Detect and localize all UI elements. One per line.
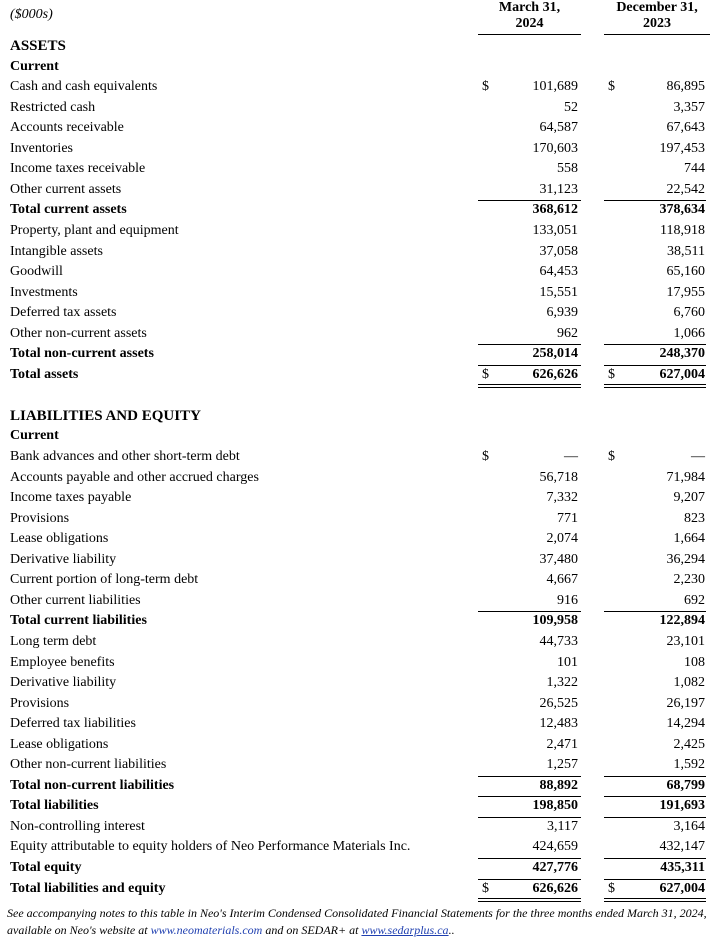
value-march-2024: 170,603 xyxy=(532,140,578,156)
value-december-2023: 9,207 xyxy=(673,490,705,506)
neomaterials-link[interactable]: www.neomaterials.com xyxy=(150,923,263,937)
double-underline-rule xyxy=(604,898,706,902)
row-label: Derivative liability xyxy=(10,551,117,567)
value-march-2024: 558 xyxy=(557,161,578,177)
row-label: Other non-current liabilities xyxy=(10,757,167,773)
value-march-2024: 626,626 xyxy=(532,880,578,896)
value-december-2023: 17,955 xyxy=(666,284,705,300)
dollar-sign: $ xyxy=(608,449,615,464)
value-march-2024: 2,074 xyxy=(546,531,578,547)
value-march-2024: 56,718 xyxy=(539,469,578,485)
table-row xyxy=(0,591,714,611)
row-label: Total non-current assets xyxy=(10,346,154,362)
value-december-2023: 23,101 xyxy=(666,633,705,649)
value-march-2024: 2,471 xyxy=(546,736,578,752)
table-row xyxy=(0,262,714,282)
rule-line xyxy=(478,796,581,797)
total-row xyxy=(0,879,714,899)
rule-line xyxy=(478,344,581,345)
row-label: Equity attributable to equity holders of Neo Performance Materials Inc. xyxy=(10,839,411,855)
rule-line xyxy=(604,200,706,201)
value-december-2023: 2,230 xyxy=(673,572,705,588)
row-label: Goodwill xyxy=(10,264,63,280)
total-row xyxy=(0,611,714,631)
dollar-sign: $ xyxy=(608,366,615,382)
table-row xyxy=(0,221,714,241)
value-december-2023: 3,357 xyxy=(673,99,705,115)
row-label: Provisions xyxy=(10,695,70,711)
subsection-heading xyxy=(0,57,714,77)
row-label: Derivative liability xyxy=(10,675,117,691)
row-label: Total equity xyxy=(10,860,82,875)
value-march-2024: 12,483 xyxy=(539,716,578,732)
row-label: Deferred tax assets xyxy=(10,305,117,321)
dollar-sign: $ xyxy=(608,79,615,95)
column-header-line2: 2023 xyxy=(643,16,671,31)
footnote-text: and on SEDAR+ at xyxy=(262,923,362,937)
value-march-2024: 44,733 xyxy=(539,633,578,649)
row-label: Investments xyxy=(10,284,78,300)
row-label: Accounts payable and other accrued charges xyxy=(10,469,259,485)
value-december-2023: 435,311 xyxy=(660,860,705,875)
value-march-2024: 427,776 xyxy=(532,860,578,875)
row-label: Current portion of long-term debt xyxy=(10,572,199,588)
value-march-2024: 1,257 xyxy=(546,757,578,773)
value-march-2024: 1,322 xyxy=(546,675,578,691)
total-row xyxy=(0,200,714,220)
table-row xyxy=(0,468,714,488)
row-label: Inventories xyxy=(10,140,73,156)
row-label: Other current assets xyxy=(10,181,122,197)
table-row xyxy=(0,447,714,467)
row-label: Accounts receivable xyxy=(10,120,124,136)
total-row xyxy=(0,365,714,385)
value-march-2024: 133,051 xyxy=(532,222,578,238)
value-december-2023: 36,294 xyxy=(666,551,705,567)
row-label: Lease obligations xyxy=(10,736,109,752)
row-label: Other current liabilities xyxy=(10,592,141,608)
rule-line xyxy=(478,817,581,818)
value-march-2024: 4,667 xyxy=(546,572,578,588)
value-march-2024: 37,058 xyxy=(539,243,578,259)
value-march-2024: 626,626 xyxy=(532,366,578,382)
table-row xyxy=(0,488,714,508)
value-december-2023: 38,511 xyxy=(667,243,705,259)
table-row xyxy=(0,283,714,303)
section-heading xyxy=(0,36,714,56)
row-label: Total non-current liabilities xyxy=(10,777,175,793)
value-december-2023: 3,164 xyxy=(673,818,705,834)
value-march-2024: 198,850 xyxy=(532,798,578,814)
column-header-line1: March 31, xyxy=(498,0,561,15)
value-march-2024: 3,117 xyxy=(547,818,578,834)
value-march-2024: 7,332 xyxy=(546,490,578,506)
double-underline-rule xyxy=(478,898,581,902)
value-march-2024: 258,014 xyxy=(532,346,578,362)
value-december-2023: 378,634 xyxy=(659,202,705,218)
row-label: Lease obligations xyxy=(10,531,109,547)
footnote-text: See accompanying notes to this table in Neo's Interim Condensed Consolidated Financial Statements for the three months ended March 31, 2024, available on Neo's website at xyxy=(7,906,707,937)
total-row xyxy=(0,858,714,878)
row-label: Total current liabilities xyxy=(10,613,147,629)
value-december-2023: 26,197 xyxy=(666,695,705,711)
table-row xyxy=(0,77,714,97)
dollar-sign: $ xyxy=(608,880,615,896)
row-label: Non-controlling interest xyxy=(10,818,145,834)
value-december-2023: 22,542 xyxy=(666,181,705,197)
value-march-2024: 109,958 xyxy=(532,613,578,629)
row-label: Other non-current assets xyxy=(10,325,147,341)
row-label: Income taxes receivable xyxy=(10,161,146,177)
value-december-2023: 627,004 xyxy=(659,366,705,382)
row-label: Income taxes payable xyxy=(10,490,132,506)
row-label: Property, plant and equipment xyxy=(10,222,179,238)
row-label: Long term debt xyxy=(10,633,97,649)
value-december-2023: 65,160 xyxy=(666,264,705,280)
rule-line xyxy=(604,796,706,797)
table-row xyxy=(0,303,714,323)
rule-line xyxy=(478,776,581,777)
value-december-2023: 118,918 xyxy=(660,222,705,238)
value-march-2024: 31,123 xyxy=(539,181,578,197)
value-december-2023: 1,664 xyxy=(673,531,705,547)
value-december-2023: 2,425 xyxy=(673,736,705,752)
value-march-2024: 101 xyxy=(557,654,578,670)
table-row xyxy=(0,837,714,857)
rule-line xyxy=(478,200,581,201)
value-march-2024: 916 xyxy=(557,592,578,608)
row-label: Cash and cash equivalents xyxy=(10,79,158,95)
footnote xyxy=(7,905,711,939)
row-label: Intangible assets xyxy=(10,243,103,259)
rule-line xyxy=(604,879,706,880)
value-december-2023: 432,147 xyxy=(659,839,705,855)
value-march-2024: 64,587 xyxy=(539,120,578,136)
value-december-2023: 71,984 xyxy=(666,469,705,485)
dollar-sign: $ xyxy=(482,366,489,382)
value-march-2024: 37,480 xyxy=(539,551,578,567)
rule-line xyxy=(604,344,706,345)
rule-line xyxy=(604,817,706,818)
sedarplus-link[interactable]: www.sedarplus.ca xyxy=(361,923,449,937)
units-label: ($000s) xyxy=(10,7,53,22)
rule-line xyxy=(478,365,581,366)
table-row xyxy=(0,755,714,775)
rule-line xyxy=(604,858,706,859)
value-december-2023: 248,370 xyxy=(659,346,705,362)
table-row xyxy=(0,673,714,693)
row-label: ASSETS xyxy=(10,38,66,54)
rule-line xyxy=(604,611,706,612)
value-december-2023: 122,894 xyxy=(659,613,705,629)
total-row xyxy=(0,776,714,796)
value-march-2024: 6,939 xyxy=(546,305,578,321)
table-row xyxy=(0,98,714,118)
column-header-rule xyxy=(604,34,710,35)
table-row xyxy=(0,139,714,159)
value-december-2023: 6,760 xyxy=(673,305,705,321)
value-march-2024: 962 xyxy=(557,325,578,341)
table-row xyxy=(0,653,714,673)
value-december-2023: 1,592 xyxy=(673,757,705,773)
table-row xyxy=(0,180,714,200)
row-label: Total assets xyxy=(10,366,79,382)
dollar-sign: $ xyxy=(482,880,489,896)
value-december-2023: 744 xyxy=(684,161,705,177)
value-december-2023: 108 xyxy=(684,654,705,670)
spacer-row xyxy=(0,385,714,405)
value-march-2024: 64,453 xyxy=(539,264,578,280)
column-header-line2: 2024 xyxy=(515,16,544,31)
value-december-2023: 14,294 xyxy=(666,716,705,732)
table-row xyxy=(0,714,714,734)
value-december-2023: 823 xyxy=(684,510,705,526)
value-december-2023: 692 xyxy=(684,592,705,608)
value-march-2024: 368,612 xyxy=(532,202,578,218)
row-label: LIABILITIES AND EQUITY xyxy=(10,407,201,424)
value-december-2023: 86,895 xyxy=(666,79,705,95)
rule-line xyxy=(478,879,581,880)
value-december-2023: 627,004 xyxy=(659,880,705,896)
table-row xyxy=(0,242,714,262)
table-row xyxy=(0,817,714,837)
table-row xyxy=(0,118,714,138)
subsection-heading xyxy=(0,426,714,446)
value-march-2024: 15,551 xyxy=(539,284,578,300)
table-row xyxy=(0,632,714,652)
value-december-2023: 1,082 xyxy=(673,675,705,691)
value-march-2024: 88,892 xyxy=(539,777,578,793)
column-header-march-2024 xyxy=(478,0,581,35)
table-row xyxy=(0,550,714,570)
footnote-text: .. xyxy=(448,923,455,937)
column-header-december-2023 xyxy=(604,0,710,35)
table-row xyxy=(0,529,714,549)
value-december-2023: 68,799 xyxy=(666,777,705,793)
row-label: Current xyxy=(10,58,59,74)
row-label: Restricted cash xyxy=(10,99,96,115)
section-heading xyxy=(0,406,714,426)
row-label: Deferred tax liabilities xyxy=(10,716,136,732)
column-header-rule xyxy=(478,34,581,35)
rule-line xyxy=(604,776,706,777)
column-header-line1: December 31, xyxy=(616,0,698,15)
dollar-sign: $ xyxy=(482,449,489,464)
value-december-2023: — xyxy=(691,449,705,464)
rule-line xyxy=(604,365,706,366)
row-label: Bank advances and other short-term debt xyxy=(10,449,240,464)
row-label: Provisions xyxy=(10,510,70,526)
table-row xyxy=(0,735,714,755)
value-december-2023: 191,693 xyxy=(659,798,705,814)
value-december-2023: 67,643 xyxy=(666,120,705,136)
value-march-2024: 26,525 xyxy=(539,695,578,711)
value-december-2023: 1,066 xyxy=(673,325,705,341)
rule-line xyxy=(478,858,581,859)
value-march-2024: — xyxy=(564,449,578,464)
row-label: Total liabilities and equity xyxy=(10,880,166,896)
row-label: Total current assets xyxy=(10,202,127,218)
value-december-2023: 197,453 xyxy=(659,140,705,156)
value-march-2024: 424,659 xyxy=(532,839,578,855)
total-row xyxy=(0,796,714,816)
table-row xyxy=(0,324,714,344)
table-row xyxy=(0,509,714,529)
row-label: Employee benefits xyxy=(10,654,115,670)
rule-line xyxy=(478,611,581,612)
dollar-sign: $ xyxy=(482,79,489,95)
value-march-2024: 101,689 xyxy=(532,79,578,95)
table-row xyxy=(0,694,714,714)
total-row xyxy=(0,344,714,364)
value-march-2024: 771 xyxy=(557,510,578,526)
row-label: Total liabilities xyxy=(10,798,99,814)
table-row xyxy=(0,570,714,590)
value-march-2024: 52 xyxy=(564,99,578,115)
row-label: Current xyxy=(10,428,59,444)
table-row xyxy=(0,159,714,179)
